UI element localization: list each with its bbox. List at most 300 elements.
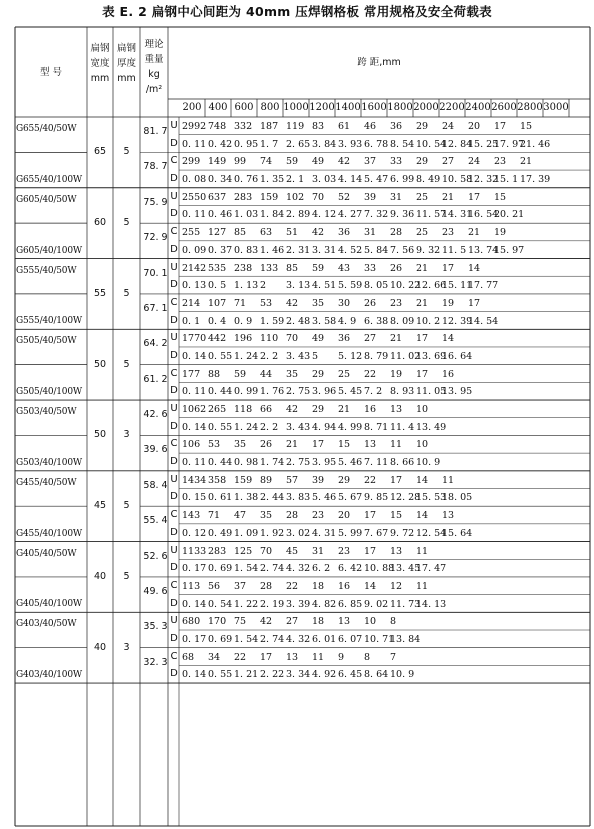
load-value: 265: [208, 404, 227, 416]
load-value: 0. 55: [208, 421, 233, 433]
load-value: 0. 17: [182, 563, 207, 575]
load-value: 255: [182, 227, 201, 239]
load-value: 1. 7: [260, 138, 279, 150]
load-value: 5. 99: [338, 527, 363, 539]
load-value: 13. 45: [390, 563, 421, 575]
load-value: 0. 83: [234, 244, 259, 256]
load-value: 42: [286, 297, 299, 309]
load-value: 43: [338, 262, 351, 274]
span-label: 1400: [335, 102, 361, 113]
load-value: 4. 99: [338, 421, 363, 433]
model-name: G505/40/50W: [16, 336, 77, 347]
load-value: 149: [208, 156, 227, 168]
load-value: 8. 05: [364, 280, 389, 292]
model-name: G503/40/100W: [16, 457, 82, 468]
load-value: 15. 1: [494, 174, 519, 186]
load-value: 19: [390, 368, 403, 380]
load-value: 2. 2: [260, 421, 279, 433]
load-value: 12. 66: [416, 280, 447, 292]
load-value: 31: [390, 191, 403, 203]
load-value: 9. 02: [364, 598, 389, 610]
load-value: 17: [416, 333, 429, 345]
load-value: 1. 09: [234, 527, 259, 539]
load-value: 6. 2: [312, 563, 331, 575]
span-label: 2600: [491, 102, 517, 113]
load-value: 13. 95: [442, 386, 473, 398]
load-value: 63: [260, 227, 273, 239]
load-value: 5. 12: [338, 350, 363, 362]
load-value: 71: [208, 510, 221, 522]
load-value: 13. 74: [468, 244, 499, 256]
load-value: 12. 28: [390, 492, 421, 504]
thickness-header: mm: [117, 73, 136, 84]
load-value: 1770: [182, 333, 207, 345]
load-value: 13: [390, 545, 403, 557]
flat-bar-width: 55: [93, 287, 107, 299]
load-value: 6. 42: [338, 563, 363, 575]
load-value: 159: [234, 474, 253, 486]
load-value: 3. 13: [286, 280, 311, 292]
load-value: 8. 49: [416, 174, 441, 186]
span-label: 200: [182, 102, 202, 113]
load-value: 0. 9: [234, 315, 253, 327]
load-value: 57: [286, 474, 299, 486]
load-value: 2550: [182, 191, 207, 203]
load-value: 1. 35: [260, 174, 285, 186]
load-value: 5. 47: [364, 174, 389, 186]
load-value: 71: [234, 297, 247, 309]
load-value: 159: [260, 191, 279, 203]
load-value: 44: [260, 368, 273, 380]
load-value: 33: [364, 262, 377, 274]
load-value: 10: [416, 439, 429, 451]
load-value: 2. 74: [260, 634, 285, 645]
load-value: 5. 84: [364, 244, 389, 256]
load-code: C: [170, 650, 178, 662]
load-value: 2. 44: [260, 492, 285, 504]
load-code: D: [170, 491, 178, 503]
flat-bar-thickness: 5: [123, 146, 130, 158]
theoretical-weight: 78. 7: [143, 161, 168, 173]
load-value: 14. 31: [442, 209, 473, 221]
load-code: D: [170, 314, 178, 326]
load-value: 17: [364, 545, 377, 557]
load-value: 23: [442, 227, 455, 239]
model-header: 型 号: [39, 67, 63, 78]
load-value: 15: [520, 121, 533, 132]
load-code: D: [170, 208, 178, 220]
load-value: 0. 14: [182, 421, 207, 433]
load-value: 42: [312, 227, 325, 239]
load-value: 12. 54: [416, 527, 447, 539]
load-value: 177: [182, 368, 201, 380]
load-value: 0. 11: [182, 209, 207, 221]
load-value: 88: [208, 368, 221, 380]
load-value: 35: [234, 439, 247, 451]
theoretical-weight: 39. 6: [143, 444, 168, 456]
load-value: 35: [260, 510, 273, 522]
load-value: 3. 39: [286, 598, 311, 610]
load-value: 83: [312, 121, 325, 132]
theoretical-weight: 58. 4: [143, 479, 168, 491]
load-value: 283: [208, 545, 227, 557]
theoretical-weight: 52. 6: [143, 550, 168, 562]
flat-bar-width: 60: [93, 217, 107, 229]
flat-bar-thickness: 3: [123, 429, 130, 441]
load-value: 1. 13: [234, 280, 259, 292]
theoretical-weight: 75. 9: [143, 196, 168, 208]
theoretical-weight: 55. 4: [143, 515, 168, 527]
load-value: 1. 54: [234, 563, 259, 575]
load-value: 4. 92: [312, 669, 337, 681]
model-name: G605/40/50W: [16, 194, 77, 205]
load-value: 13. 69: [416, 350, 447, 362]
load-code: D: [170, 137, 178, 149]
load-value: 24: [442, 121, 455, 132]
span-label: 1600: [361, 102, 387, 113]
load-value: 113: [182, 580, 201, 592]
load-value: 4. 82: [312, 598, 337, 610]
load-value: 1434: [182, 474, 207, 486]
load-value: 21: [468, 227, 481, 239]
load-value: 21: [338, 404, 351, 416]
load-value: 49: [312, 156, 325, 168]
load-value: 17: [260, 651, 273, 663]
weight-header: /m²: [145, 84, 163, 95]
load-code: D: [170, 526, 178, 538]
load-value: 17: [494, 121, 507, 132]
load-value: 2. 19: [260, 598, 285, 610]
load-code: U: [170, 332, 178, 344]
model-name: G403/40/100W: [16, 670, 82, 681]
model-name: G403/40/50W: [16, 619, 77, 630]
load-value: 11. 4: [390, 421, 415, 433]
load-value: 0. 76: [234, 174, 259, 186]
load-value: 14: [364, 580, 377, 592]
load-value: 10. 58: [442, 174, 473, 186]
theoretical-weight: 42. 6: [143, 409, 168, 421]
load-value: 27: [442, 156, 455, 168]
load-value: 53: [260, 297, 273, 309]
load-value: 20: [338, 510, 351, 522]
load-value: 4. 94: [312, 421, 337, 433]
load-value: 29: [312, 404, 325, 416]
load-value: 8. 79: [364, 350, 389, 362]
load-value: 30: [338, 297, 351, 309]
load-value: 28: [390, 227, 403, 239]
load-value: 3. 03: [312, 174, 337, 186]
load-value: 4. 32: [286, 634, 311, 645]
load-value: 358: [208, 474, 227, 486]
load-value: 36: [338, 227, 351, 239]
load-value: 299: [182, 156, 201, 168]
load-value: 42: [286, 404, 299, 416]
load-value: 42: [338, 156, 351, 168]
load-value: 4. 51: [312, 280, 337, 292]
load-value: 9. 85: [364, 492, 389, 504]
load-value: 4. 52: [338, 244, 363, 256]
load-value: 9. 72: [390, 527, 415, 539]
load-value: 89: [260, 474, 273, 486]
load-value: 13: [390, 404, 403, 416]
load-value: 143: [182, 510, 201, 522]
load-value: 0. 55: [208, 669, 233, 681]
load-code: D: [170, 456, 178, 468]
load-value: 11: [416, 580, 429, 592]
load-value: 13. 84: [390, 634, 421, 645]
span-label: 2000: [413, 102, 439, 113]
load-value: 11. 57: [416, 209, 447, 221]
load-value: 14. 13: [416, 598, 447, 610]
load-value: 535: [208, 262, 227, 274]
load-value: 748: [208, 121, 227, 132]
load-value: 2142: [182, 262, 207, 274]
flat-bar-thickness: 5: [123, 287, 130, 299]
load-value: 3. 95: [312, 457, 337, 469]
load-code: D: [170, 562, 178, 574]
load-value: 70: [260, 545, 273, 557]
load-value: 1. 59: [260, 315, 285, 327]
load-value: 51: [286, 227, 299, 239]
load-value: 23: [338, 545, 351, 557]
load-value: 3. 96: [312, 386, 337, 398]
load-value: 33: [390, 156, 403, 168]
load-value: 4. 27: [338, 209, 363, 221]
width-header: mm: [90, 73, 110, 84]
load-value: 10. 71: [364, 634, 395, 645]
span-label: 2400: [465, 102, 491, 113]
load-code: D: [170, 243, 178, 255]
load-value: 22: [286, 580, 299, 592]
load-value: 5. 46: [338, 457, 363, 469]
load-value: 2. 31: [286, 244, 311, 256]
load-value: 0. 42: [208, 138, 233, 150]
load-value: 3. 58: [312, 315, 337, 327]
load-code: C: [170, 367, 178, 379]
load-value: 0. 55: [208, 350, 233, 362]
span-label: 400: [208, 102, 228, 113]
span-label: 800: [260, 102, 280, 113]
load-value: 0. 49: [208, 527, 233, 539]
load-value: 17: [468, 297, 481, 309]
load-value: 16. 64: [442, 350, 473, 362]
load-value: 35: [286, 368, 299, 380]
load-value: 7. 2: [364, 386, 383, 398]
load-value: 15: [390, 510, 403, 522]
load-value: 49: [312, 333, 325, 345]
load-value: 196: [234, 333, 253, 345]
load-value: 15: [338, 439, 351, 451]
load-value: 0. 99: [234, 386, 259, 398]
model-name: G405/40/50W: [16, 548, 77, 559]
load-code: D: [170, 668, 178, 680]
load-value: 13: [442, 510, 455, 522]
load-value: 6. 38: [364, 315, 389, 327]
load-value: 4. 14: [338, 174, 363, 186]
load-value: 12. 32: [468, 174, 499, 186]
load-value: 7: [390, 651, 397, 663]
thickness-header: 扁钢: [116, 43, 136, 54]
load-value: 15: [494, 191, 507, 203]
load-value: 25: [338, 368, 351, 380]
span-label: 1800: [387, 102, 413, 113]
load-value: 0. 95: [234, 138, 259, 150]
load-value: 31: [364, 227, 377, 239]
load-value: 1. 84: [260, 209, 285, 221]
load-value: 6. 78: [364, 138, 389, 150]
load-value: 14: [416, 474, 429, 486]
load-value: 2. 1: [286, 174, 305, 186]
load-code: C: [170, 509, 178, 521]
load-code: D: [170, 279, 178, 291]
load-value: 37: [234, 580, 247, 592]
load-value: 3. 84: [312, 138, 337, 150]
theoretical-weight: 35. 3: [143, 621, 168, 633]
load-value: 133: [260, 262, 279, 274]
load-value: 3. 31: [312, 244, 337, 256]
load-value: 8. 71: [364, 421, 389, 433]
load-value: 15. 97: [494, 244, 525, 256]
load-value: 1062: [182, 404, 207, 416]
load-value: 25: [416, 227, 429, 239]
flat-bar-thickness: 5: [123, 217, 130, 229]
span-label: 2800: [517, 102, 543, 113]
load-value: 6. 85: [338, 598, 363, 610]
load-value: 39: [312, 474, 325, 486]
span-label: 3000: [543, 102, 569, 113]
load-value: 12. 39: [442, 315, 473, 327]
load-value: 70: [286, 333, 299, 345]
load-value: 11: [442, 474, 455, 486]
load-code: U: [170, 615, 178, 627]
load-value: 17: [442, 262, 455, 274]
load-value: 17: [468, 191, 481, 203]
load-value: 11: [312, 651, 325, 663]
load-value: 7. 67: [364, 527, 389, 539]
load-value: 21: [416, 262, 429, 274]
load-value: 10. 9: [416, 457, 441, 469]
load-value: 10. 54: [416, 138, 447, 150]
weight-header: kg: [148, 69, 160, 80]
load-value: 22: [364, 368, 377, 380]
load-value: 21. 46: [520, 138, 551, 150]
load-value: 5. 59: [338, 280, 363, 292]
model-name: G605/40/100W: [16, 245, 82, 256]
weight-header: 理论: [144, 39, 164, 50]
load-value: 0. 44: [208, 457, 233, 469]
load-value: 26: [390, 262, 403, 274]
load-value: 21: [390, 333, 403, 345]
load-value: 187: [260, 121, 279, 132]
load-value: 8. 54: [390, 138, 415, 150]
load-value: 5. 46: [312, 492, 337, 504]
model-name: G655/40/50W: [16, 124, 77, 134]
load-value: 0. 37: [208, 244, 233, 256]
load-code: U: [170, 190, 178, 202]
load-value: 8. 93: [390, 386, 415, 398]
load-value: 99: [234, 156, 247, 168]
load-value: 68: [182, 651, 195, 663]
load-value: 15. 11: [442, 280, 473, 292]
load-value: 36: [338, 333, 351, 345]
load-value: 17: [416, 368, 429, 380]
load-code: U: [170, 403, 178, 415]
weight-header: 重量: [144, 54, 164, 65]
load-value: 17. 97: [494, 138, 525, 150]
load-value: 34: [208, 651, 221, 663]
load-value: 13: [286, 651, 299, 663]
load-value: 27: [364, 333, 377, 345]
load-value: 0. 15: [182, 492, 207, 504]
load-code: C: [170, 226, 178, 238]
load-value: 53: [208, 439, 221, 451]
load-value: 127: [208, 227, 227, 239]
width-header: 宽度: [90, 58, 110, 69]
model-name: G455/40/100W: [16, 528, 82, 539]
theoretical-weight: 61. 2: [143, 373, 168, 385]
load-value: 21: [416, 297, 429, 309]
load-value: 28: [286, 510, 299, 522]
load-value: 23: [312, 510, 325, 522]
load-value: 0. 11: [182, 457, 207, 469]
flat-bar-width: 45: [93, 500, 107, 512]
load-value: 283: [234, 191, 253, 203]
load-value: 4. 31: [312, 527, 337, 539]
load-value: 19: [494, 227, 507, 239]
load-value: 0. 34: [208, 174, 233, 186]
load-code: D: [170, 349, 178, 361]
load-value: 19: [442, 297, 455, 309]
load-value: 2. 22: [260, 669, 285, 681]
load-value: 11. 5: [442, 244, 467, 256]
load-value: 20: [468, 121, 481, 132]
load-code: U: [170, 473, 178, 485]
flat-bar-width: 50: [93, 429, 107, 441]
load-value: 16. 54: [468, 209, 499, 221]
load-value: 56: [208, 580, 221, 592]
load-value: 1. 76: [260, 386, 285, 398]
load-value: 17: [312, 439, 325, 451]
model-name: G555/40/50W: [16, 265, 77, 276]
load-value: 46: [364, 121, 377, 132]
load-value: 1. 24: [234, 421, 259, 433]
load-value: 10. 2: [416, 315, 441, 327]
load-value: 29: [416, 156, 429, 168]
load-value: 2. 65: [286, 138, 311, 150]
load-value: 29: [338, 474, 351, 486]
flat-bar-thickness: 5: [123, 358, 130, 370]
load-code: D: [170, 385, 178, 397]
model-name: G455/40/50W: [16, 477, 77, 488]
load-value: 102: [286, 191, 305, 203]
model-name: G405/40/100W: [16, 599, 82, 610]
flat-bar-width: 40: [93, 641, 107, 653]
load-value: 15. 53: [416, 492, 447, 504]
table-title: 表 E. 2 扁钢中心间距为 40mm 压焊钢格板 常用规格及安全荷载表: [102, 4, 492, 19]
load-value: 6. 07: [338, 634, 363, 645]
theoretical-weight: 70. 1: [143, 267, 168, 279]
load-value: 1. 54: [234, 634, 259, 645]
load-value: 442: [208, 333, 227, 345]
load-value: 3. 93: [338, 138, 363, 150]
load-value: 59: [286, 156, 299, 168]
thickness-header: 厚度: [116, 58, 136, 69]
model-name: G555/40/100W: [16, 316, 82, 327]
load-value: 11. 05: [416, 386, 447, 398]
load-value: 13: [338, 616, 351, 628]
load-value: 42: [260, 616, 273, 628]
load-value: 0. 11: [182, 138, 207, 150]
